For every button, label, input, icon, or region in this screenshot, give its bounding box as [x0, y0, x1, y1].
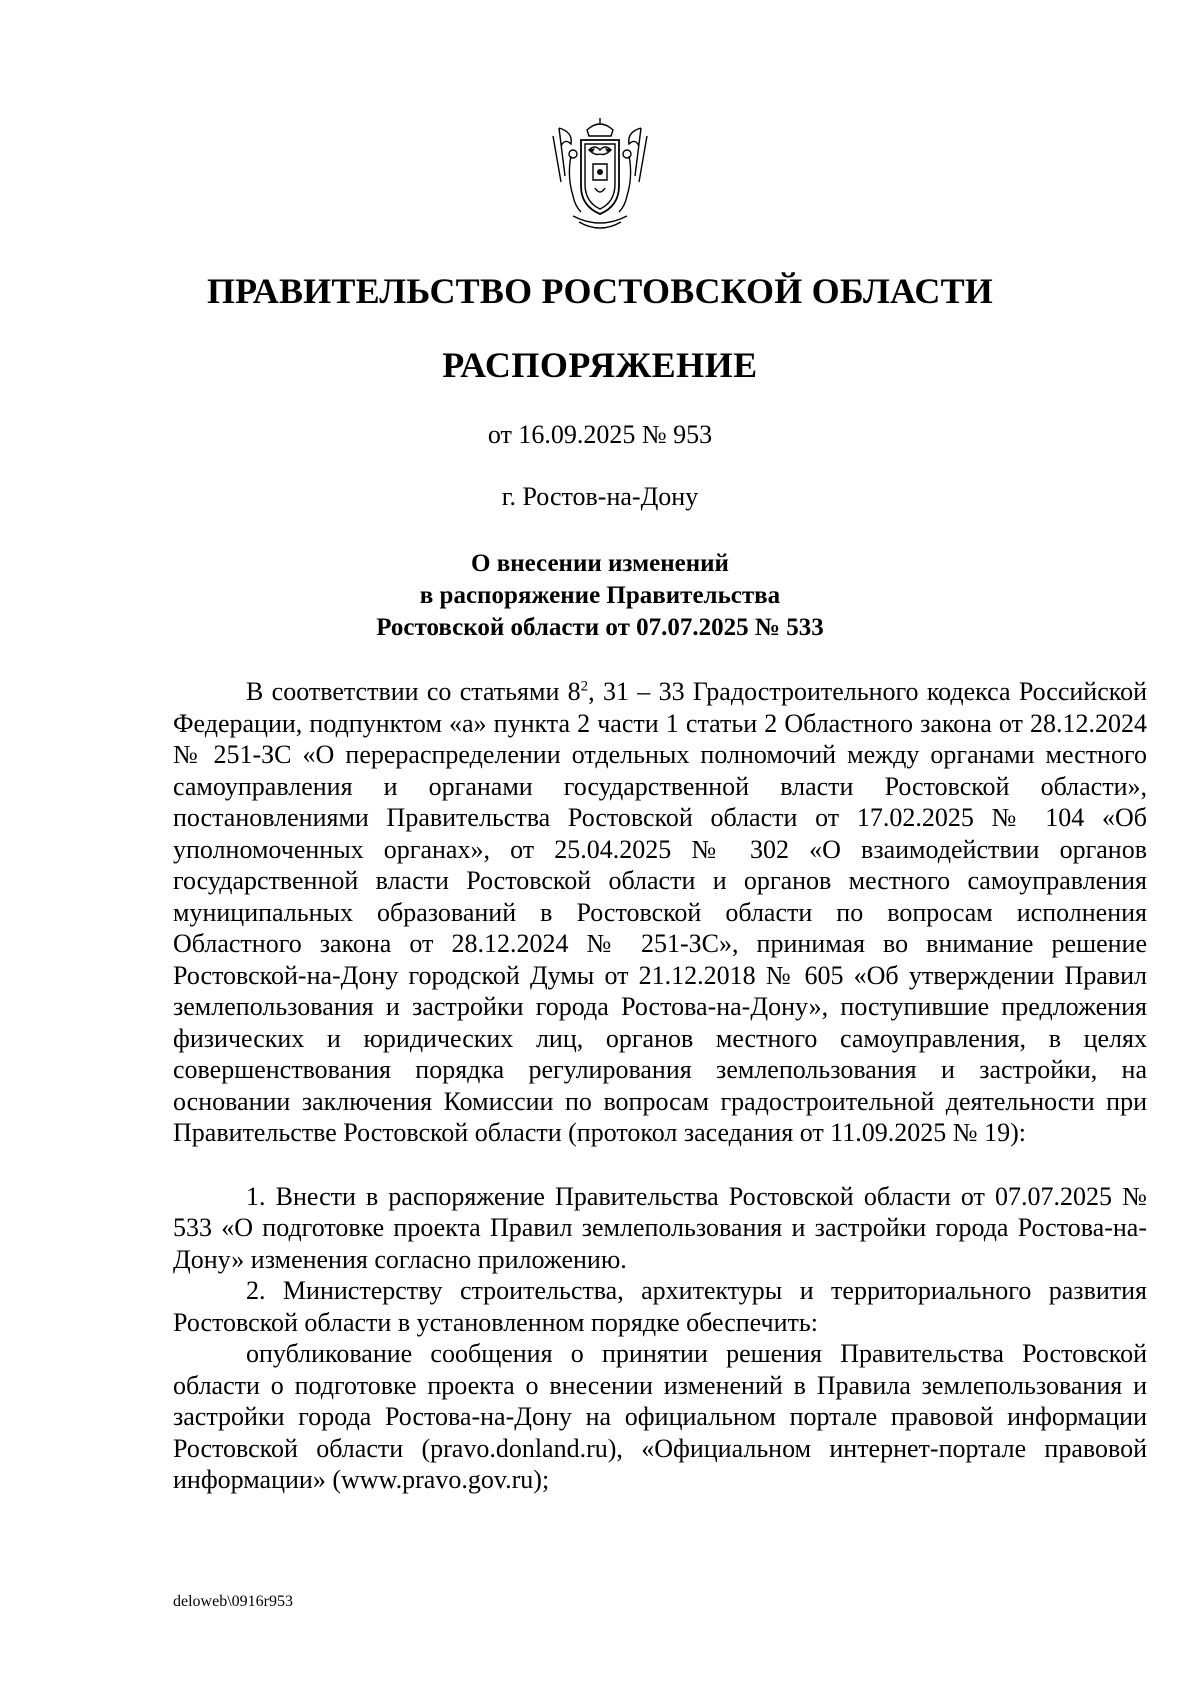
document-date-number: от 16.09.2025 № 953 — [487, 420, 713, 449]
coat-of-arms-emblem — [545, 116, 655, 236]
document-city: г. Ростов-на-Дону — [501, 482, 699, 511]
preamble-text-b: , 31 – 33 Градостроительного кодекса Российской Федерации, подпунктом «а» пункта 2 части 1 статьи 2 Областного закона от 28.12.2024 № 251-ЗС «О перераспределении отдельных полномочий между органами местного самоуправления и органами государственной власти Ростовской области», постановлениями Правительства Ростовской области от 17.02.2025 № 104 «Об уполномоченных органах», от 25.04.2025 № 302 «О взаимодействии органов государственной власти Ростовской области и органов местного самоуправления муниципальных образований в Ростовской области по вопросам исполнения Областного закона от 28.12.2024 № 251-ЗС», принимая во внимание решение Ростовской-на-Дону городской Думы от 21.12.2018 № 605 «Об утверждении Правил землепользования и застройки города Ростова-на-Дону», поступившие предложения физических и юридических лиц, органов местного самоуправления, в целях совершенствования порядка регулирования землепользования и застройки, на основании заключения Комиссии по вопросам градостроительной деятельности при Правительстве Ростовской области (протокол заседания от 11.09.2025 № 19): — [173, 677, 1147, 1147]
preamble-paragraph — [173, 676, 1147, 1149]
preamble-text-a: В соответствии со статьями 8 — [246, 677, 581, 706]
document-type: РАСПОРЯЖЕНИЕ — [442, 345, 758, 385]
subject-line-2: в распоряжение Правительства — [419, 582, 781, 609]
footer-file-code: deloweb\0916r953 — [173, 1593, 293, 1610]
document-body — [173, 676, 1147, 1496]
organization-name: ПРАВИТЕЛЬСТВО РОСТОВСКОЙ ОБЛАСТИ — [206, 271, 994, 311]
subject-line-3: Ростовской области от 07.07.2025 № 533 — [376, 614, 824, 641]
subject-line-1: О внесении изменений — [471, 550, 729, 577]
document-subject — [0, 548, 1200, 644]
preamble-superscript: 2 — [580, 678, 589, 695]
item-2-paragraph: 2. Министерству строительства, архитектуры и территориального развития Ростовской области в установленном порядке обеспечить: — [173, 1276, 1147, 1337]
item-1-paragraph: 1. Внести в распоряжение Правительства Ростовской области от 07.07.2025 № 533 «О подготовке проекта Правил землепользования и застройки города Ростова-на-Дону» изменения согласно приложению. — [173, 1181, 1147, 1274]
item-2-subparagraph: опубликование сообщения о принятии решения Правительства Ростовской области о подготовке проекта о внесении изменений в Правила землепользования и застройки города Ростова-на-Дону на официальном портале правовой информации Ростовской области (pravo.donland.ru), «Официальном интернет-портале правовой информации» (www.pravo.gov.ru); — [173, 1339, 1147, 1494]
